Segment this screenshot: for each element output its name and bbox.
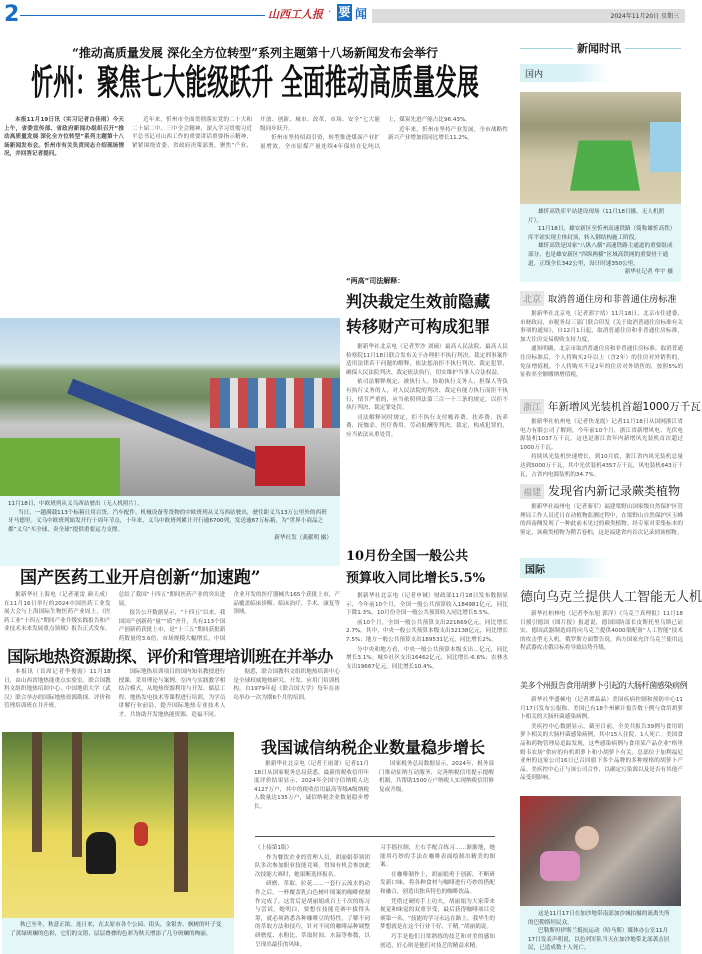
news-headline: 发现省内新记录蕨类植物	[548, 484, 681, 498]
paragraph: 国际地热培训项目的国内知名教授进行授课，采用理论与案例、室内与实践教学相结合模式，从地热资源利用与开发、储层工程、地热发电技术等课程进行培训，为学员讲解行业前沿，提升国际地热专业技术人才、共协助开发地热能资源、造福不同。	[118, 669, 226, 718]
paragraph: 国家税务总局数据显示，2024年，税务部门推动征纳互动服务，完善纳税信用提示提醒机制，共帮助1500万户纳税人实现纳税信用修复或升级。	[379, 761, 494, 793]
pharma-headline: 国产医药工业开启创新“加速跑”	[20, 568, 261, 588]
divider	[255, 836, 495, 837]
law-body	[346, 343, 508, 543]
gaza-photo	[520, 796, 681, 906]
tree-trunk	[32, 732, 42, 852]
news-beijing	[520, 290, 683, 379]
paragraph: 据悉，联合国教科文组织地热培训中心是全球权威地热研究、开发、应用门培训机构。自1979年起《联合国大学》每年在冰岛举办一次为期6个月的培训。	[233, 669, 341, 701]
separator: ·	[328, 7, 332, 18]
paragraph: 美疾控中心数据显示，截至目前，全美共报告39例与食用胡萝卜相关的大肠杆菌感染病例，其中15人住院，1人死亡。美国食品和药物管理局追踪发现，这些感染病例与食用某产品企业“格里姆韦农场”供应的有机胡萝卜和小胡萝卜有关。总部位于加利福尼亚州的这家公司16日已召回旗下多个品牌的多种规格的胡萝卜产品。美疾控中心正与该公司合作，以确定污染源以及是否有其他产品受到影响。	[520, 723, 683, 782]
paragraph: 分中央和地方看，中央一般公共预算本级支出…亿元，同比增长3.1%；城乡社区支出16462亿元，同比增长-6.6%；农林水支出19667亿元，同比增长10.4%。	[346, 646, 508, 670]
gaza-photo-caption	[520, 906, 681, 954]
issue-date: 2024年11月20日 星期三	[610, 13, 679, 20]
paragraph: 忻州市坚持招商引资，转型推进煤炭产业扩量增效，全市原煤产量连续4年保持在亿吨以上，煤炭先进产能占比96.43%。	[260, 117, 471, 150]
law-headline-1: 判决裁定生效前隐藏	[346, 292, 491, 311]
paragraph: 依司法解释规定，被执行人、协助执行义务人、担保人等负有执行义务的人，对人民法院的判决、裁定有能力执行而拒不执行，情节严重的，应当依照刑法第三百一十三条的规定，以拒不执行判决、裁定罪处罚。	[346, 379, 508, 412]
news-headline: 德向乌克兰提供人工智能无人机	[520, 590, 702, 605]
paragraph: 据新华社福州电（记者秦军）福建梁野山国家级自然保护区管理局工作人员近日在动植物监测过程中，在梁野山自然保护区玉峰的西南侧发现了一种此前未见过的蕨类植物。经专家对采集标本的鉴定，该蕨类植物为鞘舌卷柏，这是福建省内首次记录到该植物。	[520, 504, 683, 536]
paragraph: 据新华社上海电（记者董雷 颜天成）在11月16日举行的2024中国医药工业发展大会与上海国际生物医药产业周上，《医药工业“十四五”期间产业升级实践报告和产业技术未来发展重点领域》报告正式发布，总结了我国“十四五”期间医药产业的突出进展。	[4, 592, 226, 633]
caption-line: 11月18日，中欧班列从义乌西站驶出（无人机照片）。	[8, 501, 143, 507]
continued-article	[255, 844, 495, 954]
paragraph: 报告公开数据显示，“十四五”以来，我国国产创新药“量”“质”齐升，共有113个国产创新药获批上市，是“十三五”期间获批新药数量的3.6倍，市场规模大幅增长，中国企业开发的医疗器械共165个获批上市，产品覆盖临床诊断、临床治疗、手术、康复等领域。	[118, 592, 340, 642]
paragraph: 作为餐饮企业的管理人员，胡丽娟带领团队多次参加职业技能竞赛。得知有机会参加此次技能大赛时，她果断选择报名。	[255, 854, 370, 878]
paragraph: 据新华社北京电（记者郭宇靖）11月18日，北京市住建委、市财政局、市税务局三部门联合印发《关于取消普通住房标准有关事项的通知》，自12月1日起，取消普通住房和非普通住房标准，加大住房交易税收支持力度。	[520, 311, 683, 343]
law-article	[346, 276, 508, 543]
law-headline-2: 转移财产可构成犯罪	[346, 317, 491, 336]
budget-headline-1: 10月份全国一般公共	[346, 549, 469, 564]
person	[86, 832, 116, 874]
paragraph: 通知明确，北京市取消普通住房和非普通住房标准。取消普通住房标准后，个人将购买2年以上（含2年）的住房对外销售的，免征增值税。个人将购买不足2年的住房对外销售的，按照5%的征收率全额缴纳增值税。	[520, 346, 683, 379]
caption-line: 11月18日，雄安新区至忻州高速铁路（简称雄忻高铁）库平站实现主体封顶，转入钢结构施工阶段。	[528, 226, 673, 241]
page-number: 2	[4, 2, 20, 27]
sidebar-title: 新闻时讯	[573, 40, 625, 56]
railway-photo	[520, 92, 681, 204]
news-headline: 美多个州报告食用胡萝卜引起的大肠杆菌感染病例	[520, 681, 688, 690]
tab-domestic	[520, 64, 610, 82]
pharma-body	[4, 591, 340, 644]
locomotive	[255, 446, 305, 486]
news-body	[520, 696, 683, 788]
railway-photo-caption	[520, 204, 681, 282]
caption-line: 这是11月17日在加沙地带南部加沙城拍摄的流离失所的巴勒斯坦民众。	[528, 911, 670, 926]
tab-international	[520, 558, 610, 578]
paragraph: 研磨、萃取、拉花……一套行云流水的动作之后，一杯覆盖乳白色树叶图案的咖啡便制作完成了。这背后是胡丽娟成百上千次的练习与尝试，她明白，要想在技能竞赛中拔得头筹，就必须熟悉各种咖啡豆的特性，了解不同的萃取方法和技巧，针对不同的咖啡品种调整研磨度、水粉比、萃取时间、水温等参数，以呈现出最佳的风味。	[255, 881, 370, 948]
news-intl-carrots	[520, 680, 688, 788]
child	[575, 826, 599, 850]
tree-trunk	[174, 732, 188, 892]
region-tag: 北京	[520, 291, 544, 306]
tax-headline: 我国诚信纳税企业数量稳步增长	[260, 738, 485, 757]
tab-label: 国内	[525, 70, 544, 80]
train-photo-caption	[0, 496, 340, 566]
paragraph: 新华社柏林电（记者李东旭 郭洋）《乌克兰真理报》11月18日援引德国《图片报》报道说，德国国防部长皮斯托里乌斯已证实，德国武器制造商将向乌克兰提供4000架配备“人工智能”技术的攻击型无人机。俄罗斯方面警告说，西方国家允许乌克兰使用远程武器攻击俄目标将导致局势升级。	[520, 611, 683, 652]
budget-article	[346, 545, 508, 727]
train-photo	[0, 318, 340, 496]
section-badge: 要	[338, 5, 351, 19]
paragraph: 司法解释同时规定，拒不执行支付赡养费、扶养费、抚养费、抚恤金、医疗费用、劳动报酬等判决、裁定，构成犯罪的，应当依法从重处罚。	[346, 414, 508, 438]
paragraph: 持续风光装机快速增长，到10月底，浙江省内风光装机总量达到5000万千瓦，其中光伏装机4357万千瓦，风电装机643万千瓦，占省内电源装机的34.7%。	[520, 454, 683, 478]
paragraph: 本报11月19日讯（实习记者白佳雨）今天上午，省委宣传部、省政府新闻办组织召开“推动高质量发展 深化全方位转型”系列主题第十八场新闻发布会。忻州市有关负责同志介绍现场情况，并回答记者提问。	[4, 117, 124, 158]
caption-line: 巴勒斯坦伊斯兰抵抗运动（哈马斯）媒体办公室11月17日发表声明说，以色列军队当天在加沙地带北部袭击居民，已造成数十人死亡。	[528, 928, 670, 952]
page-header	[0, 0, 685, 30]
news-body	[520, 418, 683, 480]
paragraph: 本报讯（首席记者李俊霞）11月18日，由山西省地热能重点实验室、联合国教科文组织地热培训中心、中国地质大学（武汉）联合举办的国际地热资源勘探、评价和管理培训班在并开班。	[4, 669, 111, 710]
paragraph: 近年来，忻州市坚持产业发展，全市战略性新兴产业增加值同比增长11.2%。	[388, 126, 508, 142]
lead-headline: 忻州：聚焦七大能级跃升 全面推动高质量发展	[31, 64, 479, 104]
building-roofs	[650, 122, 681, 172]
blanket	[540, 851, 580, 881]
photo-credit: 新华社发（龚献明 摄）	[274, 535, 332, 542]
section-label: 闻	[355, 7, 368, 21]
news-zhejiang	[520, 398, 701, 480]
law-kicker: “两高”司法解释：	[346, 277, 405, 285]
paragraph: 在咖啡制作上，胡丽娟勇于创新，不断研发新口味，将各种食材与咖啡进行巧妙的搭配和融合，创造出独具特色的咖啡饮品。	[380, 871, 495, 895]
paragraph: 巧手是他们日常熟练的技艺和对美的感知创造，匠心则是他们对技艺的精益求精。	[380, 933, 495, 949]
continued-label: （上接第1版）	[255, 845, 293, 851]
paragraph: 前10个月，全国一般公共预算支出221669亿元，同比增长2.7%。其中，中央一般公共预算本级支出32138亿元，同比增长7.5%；地方一般公共预算支出189531亿元，同比增长2%。	[346, 619, 508, 643]
news-intl-ukraine	[520, 586, 702, 660]
tax-body	[254, 760, 494, 832]
ginkgo-photo	[2, 732, 234, 918]
containers	[210, 378, 340, 428]
caption-line: 雄忻高铁库平站建设现场（11月18日摄，无人机照片）。	[528, 209, 665, 224]
geo-headline: 国际地热资源勘探、评价和管理培训班在并举办	[7, 647, 333, 666]
caption-line: 雄忻高铁是国家“八纵八横”高速铁路主通道的重要组成部分，也是雄安新区“四纵两横”区域高铁网的重要骨干通道，正线全长342公里，设计时速350公里。	[528, 243, 673, 267]
construction-site	[570, 141, 640, 191]
news-body	[520, 503, 683, 543]
newspaper-logo: 山西工人报	[268, 8, 323, 21]
news-body	[520, 610, 683, 660]
news-body	[520, 310, 683, 379]
paragraph: 据新华社北京电（记者王雨萧）记者11月18日从国家税务总局获悉，最新的税收信用年度评价结果显示，2024年全国守信纳税人达4127万户，其中的税收信用最高等级A级纳税人数量达135万户，诚信纳税企业数量稳步增长。	[254, 761, 369, 810]
paragraph: 凭借过硬的手上功夫，胡丽娟为大家带来视觉和味觉的双重享受，最后获得咖啡项目竞赛第一名。“技能的学习永远在路上，我毕生的梦想就是在这个行业干好、干精。”胡丽娟说。	[380, 898, 495, 931]
paragraph: 新华社华盛顿电（记者谭晶晶）美国疾病控制和预防中心11月17日发布公报称，美国已有18个州累计报告数十例与食用胡萝卜相关的大肠杆菌感染病例。	[520, 697, 683, 721]
person	[134, 822, 148, 846]
region-tag: 浙江	[520, 399, 544, 414]
header-rule	[20, 15, 265, 16]
news-headline: 年新增风光装机首超1000万千瓦	[548, 401, 701, 413]
paragraph: 据新华社杭州电（记者快龙霞）记者11月18日从国网浙江省电力有限公司了解到，今年前10个月，浙江省新增风电、光伏电源装机1037万千瓦，这也是浙江省年内新增风光装机首次超过1000万千瓦。	[520, 419, 683, 451]
ginkgo-photo-caption	[2, 918, 234, 954]
tree-trunk	[72, 732, 82, 857]
paragraph: 习手摇拉制，左右手配合练习……渐渐地，她能用巧妙的手法在咖啡表面绘制出精美的图案。	[380, 845, 495, 869]
paragraph: 据新华社北京电（记者罗沙 刘硕）最高人民法院、最高人民检察院11月18日联合发布关于办理拒不执行判决、裁定刑事案件适用法律若干问题的解释，依法惩治拒不执行判决、裁定犯罪，确保人民法院判决、裁定依法执行，切实维护当事人合法权益。	[346, 344, 508, 376]
grass	[0, 438, 120, 496]
paragraph: 据新华社北京电（记者申铖）财政部11月18日发布数据显示，今年前10个月，全国一般公共预算收入184981亿元，同比下降1.3%。10月份全国一般公共预算收入同比增长5.5%。	[346, 593, 508, 617]
region-tag: 福建	[520, 484, 544, 499]
budget-body	[346, 592, 508, 727]
photo-credit: 新华社记者 牟宇 摄	[624, 269, 673, 276]
geo-body	[4, 668, 340, 721]
paragraph: 近年来，忻州市全面贯彻落实党的二十大和二十届二中、三中全会精神，深入学习贯彻习近平总书记对山西工作的重要讲话重要指示精神，紧紧围绕省委、省政府决策部署，聚焦“产业、开放、创新、城市、改革、市场、安全”七大能级同步跃升。	[132, 117, 380, 149]
caption-line: 秋已至冬，秋意正浓。连日来，在太原市各个公园、街头，金银杏、枫树的叶子变了黄绿斑斓的色彩，它们的交错、层层叠叠的色彩为秋天增添了几分斑斓的绚丽。	[10, 922, 222, 937]
lead-body	[4, 116, 508, 256]
lead-kicker: “推动高质量发展 深化全方位转型”系列主题第十八场新闻发布会举行	[72, 46, 438, 60]
news-fujian	[520, 482, 683, 543]
tab-label: 国际	[525, 565, 545, 576]
sidebar	[516, 34, 702, 954]
budget-headline-2: 预算收入同比增长5.5%	[346, 571, 485, 586]
news-headline: 取消普通住房和非普通住房标准	[548, 294, 677, 305]
date-bar	[372, 9, 685, 23]
caption-line: 当日，一趟满载113个标箱日用百货、汽车配件、机械设备等货物的中欧班列从义乌西站驶出，驶往距义乌13万公里外的西班牙马德里。义乌中欧班列始发开行十周年节点，十年来，义乌中欧班列累计开行逾6700列，发送逾67万标箱，为“世界小商品之都”义乌“买全球、卖全球”提供重要运力支撑。	[8, 509, 327, 533]
